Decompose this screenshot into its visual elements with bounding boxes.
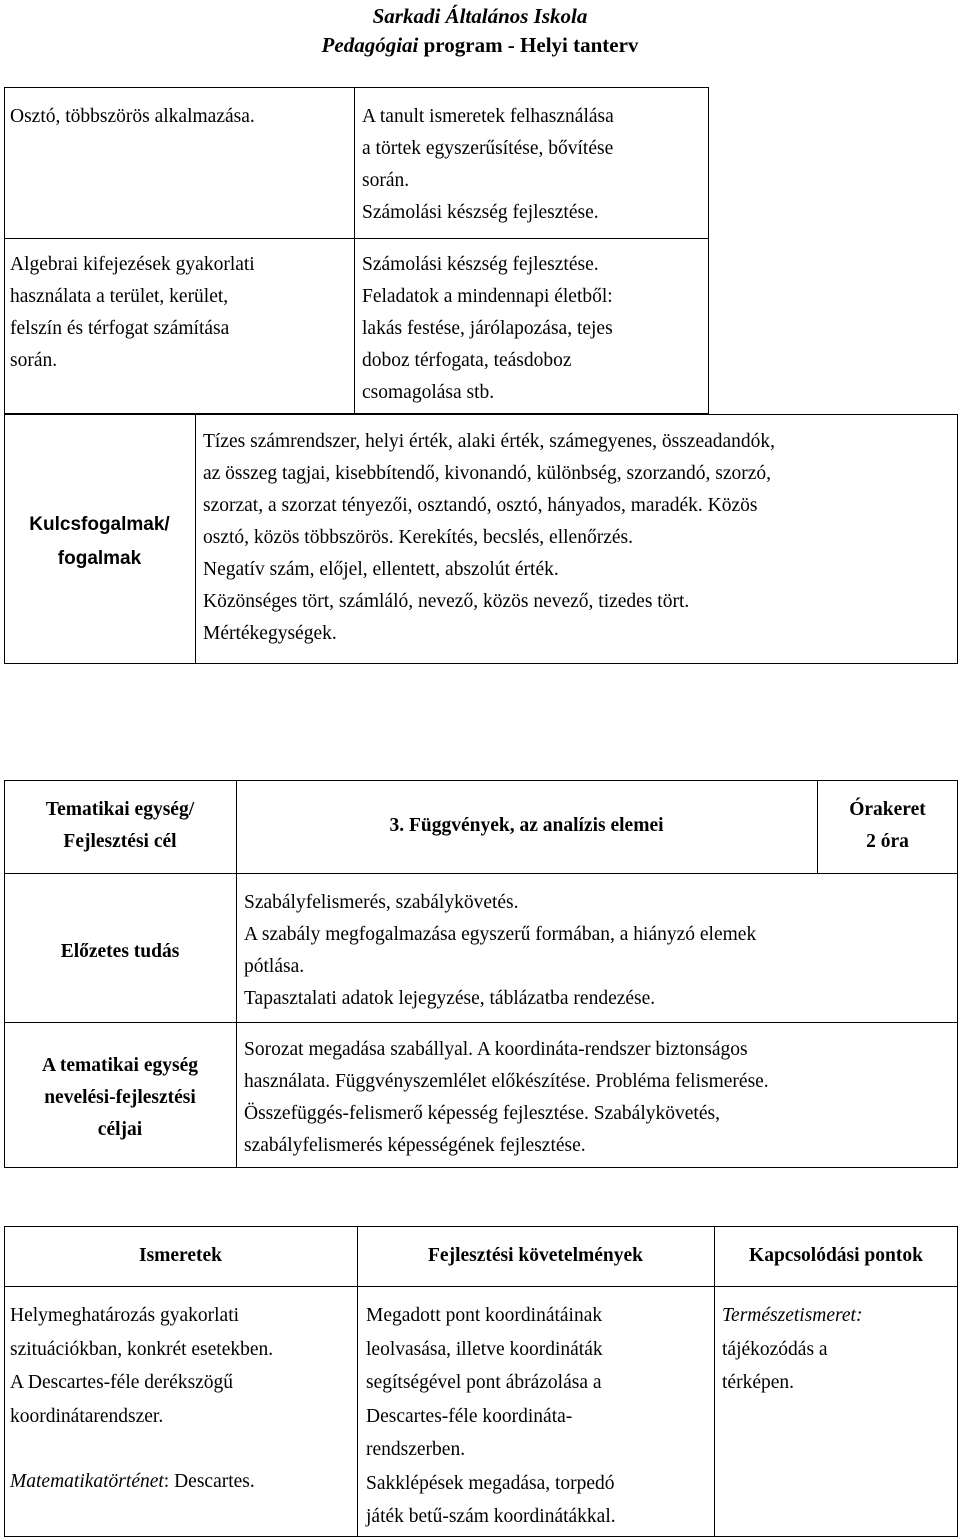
goals-label: A tematikai egység nevelési-fejlesztési céljai — [42, 1055, 198, 1140]
header-school: Sarkadi Általános Iskola — [372, 4, 588, 28]
prior-knowledge-label: Előzetes tudás — [60, 941, 180, 962]
hours-frame: Órakeret 2 óra — [849, 799, 926, 852]
prior-knowledge-text: Szabályfelismerés, szabálykövetés. A szabály megfogalmazása egyszerű formában, a hiányzó elemek pótlása. Tapasztalati adatok lejegyzése, táblázatba rendezése. — [244, 892, 757, 1009]
unit-label: Tematikai egység/ Fejlesztési cél — [45, 799, 195, 852]
row2-right: Számolási készség fejlesztése. Feladatok a mindennapi életből: lakás festése, járólapozása, tejes doboz térfogata, teásdoboz csomagolása stb. — [362, 254, 613, 403]
goals-text: Sorozat megadása szabállyal. A koordináta-rendszer biztonságos használata. Függvényszemlélet előkészítése. Probléma felismerése. Összefüggés-felismerő képesség fejlesztése. Szabálykövetés, szabályfelismerés képességének fejlesztése. — [244, 1039, 769, 1156]
row1-left: Osztó, többszörös alkalmazása. — [10, 106, 255, 127]
row1-right: A tanult ismeretek felhasználása a törtek egyszerűsítése, bővítése során. Számolási készség fejlesztése. — [362, 106, 614, 223]
knowledge-cell: Helymeghatározás gyakorlati szituációkban, konkrét esetekben. A Descartes-féle derékszögű koordinátarendszer. Matematikatörténet: Descartes. — [10, 1305, 274, 1492]
col-header-knowledge: Ismeretek — [138, 1245, 223, 1266]
col-header-connections: Kapcsolódási pontok — [749, 1245, 923, 1266]
keywords-label: Kulcsfogalmak/ fogalmak — [29, 514, 170, 569]
col-header-requirements: Fejlesztési követelmények — [428, 1245, 643, 1266]
row2-left: Algebrai kifejezések gyakorlati használata a terület, kerület, felszín és térfogat számítása során. — [10, 254, 255, 371]
unit-title: 3. Függvények, az analízis elemei — [389, 815, 664, 836]
header-program: Pedagógiai program - Helyi tanterv — [321, 33, 639, 57]
connections-cell: Természetismeret: tájékozódás a térképen. — [722, 1305, 863, 1393]
keywords-text: Tízes számrendszer, helyi érték, alaki érték, számegyenes, összeadandók, az összeg tagjai, kisebbítendő, kivonandó, különbség, szorzandó, szorzó, szorzat, a szorzat tényezői, osztandó, osztó, hányados, maradék. Közös osztó, közös többszörös. Kerekítés, becslés, ellenőrzés. Negatív szám, előjel, ellentett, abszolút érték. Közönséges tört, számláló, nevező, közös nevező, tizedes tört. Mértékegységek. — [203, 431, 776, 644]
requirements-cell: Megadott pont koordinátáinak leolvasása, illetve koordináták segítségével pont ábrázolása a Descartes-féle koordináta- rendszerben. Sakklépések megadása, torpedó játék betű-szám koordinátákkal. — [366, 1305, 616, 1527]
